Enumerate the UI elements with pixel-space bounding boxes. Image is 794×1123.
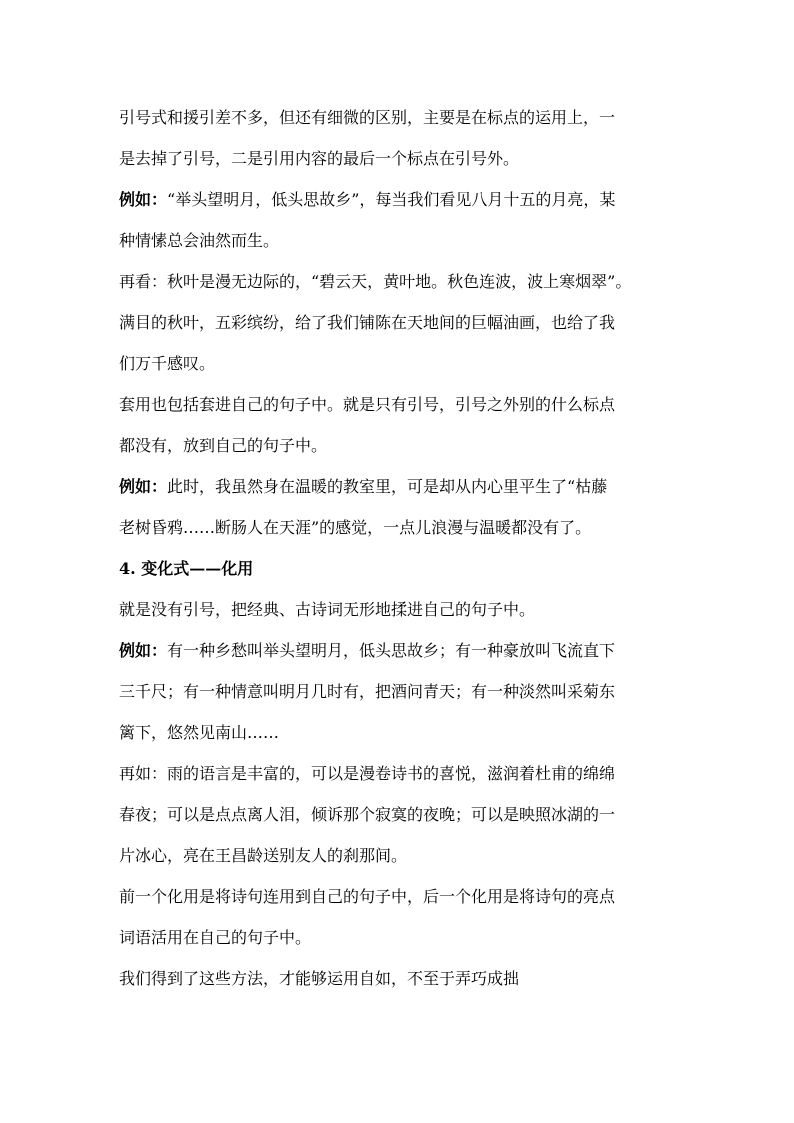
line-text: 此时，我虽然身在温暖的教室里，可是却从内心里平生了“枯藤 [167, 477, 608, 496]
line-text: 是去掉了引号，二是引用内容的最后一个标点在引号外。 [119, 149, 520, 168]
section-heading [119, 559, 253, 579]
paragraph-line [119, 969, 519, 989]
paragraph-line [119, 518, 591, 538]
paragraph-line [119, 805, 615, 825]
paragraph-line [119, 395, 615, 415]
line-text: 都没有，放到自己的句子中。 [119, 436, 328, 455]
line-text: 篱下，悠然见南山…… [119, 723, 280, 742]
line-text: 再如：雨的语言是丰富的，可以是漫卷诗书的喜悦，滋润着杜甫的绵绵 [119, 764, 616, 783]
paragraph-line [119, 600, 535, 620]
line-text: 就是没有引号，把经典、古诗词无形地揉进自己的句子中。 [119, 600, 536, 619]
line-text: 春夜；可以是点点离人泪，倾诉那个寂寞的夜晚；可以是映照冰湖的一 [119, 805, 616, 824]
paragraph-line [119, 354, 215, 374]
line-text: 引号式和援引差不多，但还有细微的区别，主要是在标点的运用上，一 [119, 108, 616, 127]
paragraph-line [119, 313, 615, 333]
paragraph-line [119, 682, 615, 702]
line-text: “举头望明月，低头思故乡”，每当我们看见八月十五的月亮，某 [167, 190, 616, 209]
line-text: 套用也包括套进自己的句子中。就是只有引号，引号之外别的什么标点 [119, 395, 616, 414]
paragraph-line [119, 887, 615, 907]
line-text: 前一个化用是将诗句连用到自己的句子中，后一个化用是将诗句的亮点 [119, 887, 616, 906]
example-label: 例如： [119, 190, 168, 209]
example-label: 例如： [119, 641, 168, 660]
line-text: 满目的秋叶，五彩缤纷，给了我们铺陈在天地间的巨幅油画，也给了我 [119, 313, 616, 332]
line-text: 有一种乡愁叫举头望明月，低头思故乡；有一种豪放叫飞流直下 [167, 641, 616, 660]
line-text: 们万千感叹。 [119, 354, 216, 373]
line-text: 词语活用在自己的句子中。 [119, 928, 312, 947]
line-text: 三千尺；有一种情意叫明月几时有，把酒问青天；有一种淡然叫采菊东 [119, 682, 616, 701]
line-text: 片冰心，亮在王昌龄送别友人的刹那间。 [119, 846, 408, 865]
section-heading-text: 4. 变化式——化用 [119, 559, 254, 578]
example-line [119, 641, 615, 661]
line-text: 我们得到了这些方法，才能够运用自如，不至于弄巧成拙 [119, 969, 520, 988]
paragraph-line [119, 231, 279, 251]
line-text: 种情愫总会油然而生。 [119, 231, 280, 250]
paragraph-line [119, 764, 615, 784]
paragraph-line [119, 436, 327, 456]
paragraph-line [119, 723, 279, 743]
example-label: 例如： [119, 477, 168, 496]
paragraph-line [119, 149, 519, 169]
paragraph-line [119, 272, 631, 292]
line-text: 再看：秋叶是漫无边际的，“碧云天，黄叶地。秋色连波，波上寒烟翠”。 [119, 272, 632, 291]
line-text: 老树昏鸦……断肠人在天涯”的感觉，一点儿浪漫与温暖都没有了。 [119, 518, 592, 537]
paragraph-line [119, 928, 311, 948]
paragraph-line [119, 846, 407, 866]
paragraph-line [119, 108, 615, 128]
example-line [119, 477, 607, 497]
example-line [119, 190, 615, 210]
